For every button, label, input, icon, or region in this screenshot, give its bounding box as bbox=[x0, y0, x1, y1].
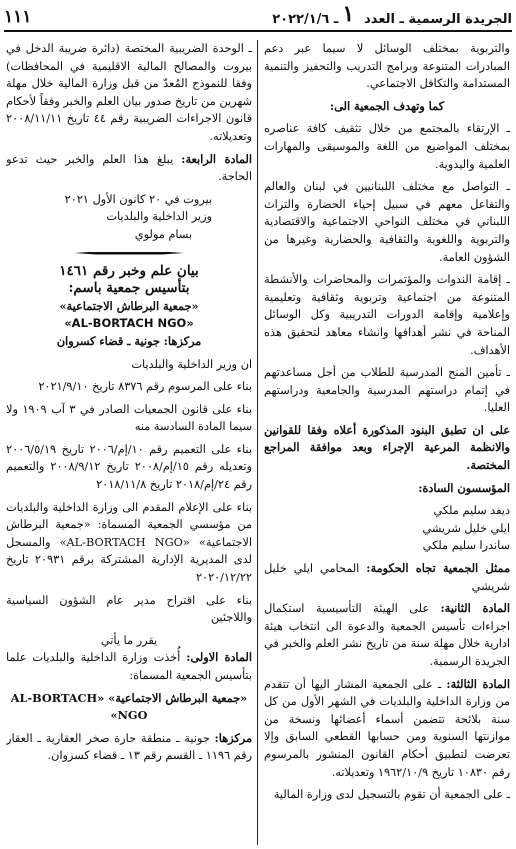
paragraph: ـ التواصل مع مختلف اللبنانيين في لبنان والعالم والتفاعل معهم في سبيل إحياء الحضارة والتراث اللبناني في مختلف النواحي الاجتماعية والاقتصادية والتربوية واللغوية والثقافية والحضارية وغيرها من الشؤون العامة. bbox=[264, 180, 510, 264]
column-divider bbox=[257, 40, 258, 845]
decision-line: يقرر ما يأتي bbox=[100, 633, 158, 647]
signature-place-date: بيروت في ٢٠ كانون الأول ٢٠٢١ bbox=[64, 192, 212, 206]
founder-name: ديفد سليم ملكي bbox=[433, 504, 510, 518]
signature-title: وزير الداخلية والبلديات bbox=[106, 210, 212, 224]
left-column bbox=[6, 40, 252, 845]
article-two bbox=[264, 600, 510, 670]
bold-paragraph: على ان تطبق البنود المذكورة أعلاه وفقا للقوانين والانظمة المرعية الإجراء وبعد موافقة المراجع المختصة. bbox=[264, 422, 510, 473]
founder-name: ساندرا سليم ملكي bbox=[422, 539, 510, 553]
founder-name: ايلي خليل شريشي bbox=[422, 521, 510, 535]
issue-date: ـ ٢٠٢٢/١/٦ bbox=[272, 12, 339, 27]
association-name-latin: «AL-BORTACH NGO» bbox=[64, 316, 194, 331]
article-text: ـ على الجمعية المشار اليها أن تتقدم من وزارة الداخلية والبلديات في الشهر الأول من كل سنة بلائحة تتضمن أسماء أعضائها ونسخة من موازنتها السنوية ومن حسابها القطعي السابق وإلا تعرضت لتطبيق أحكام القانون المنشور بالمرسوم رقم ١٠٨٣٠ تاريخ ١٩٦٢/١٠/٩ وتعديلاته. bbox=[264, 677, 510, 779]
paragraph: ـ إقامة الندوات والمؤتمرات والمحاضرات والأنشطة المتنوعة من اجتماعية وتربوية وثقافية وتعليمية وإعلامية وإقامة الدورات التدريبية وكل الوسائل المناحة في نشر أهدافها وانشاء معاهد لتحقيق هذه الأهداف. bbox=[264, 273, 510, 357]
issue-number: ١ bbox=[342, 1, 355, 27]
article-text: يبلغ هذا العلم والخبر حيث تدعو الحاجة. bbox=[6, 152, 252, 184]
representative-label: ممثل الجمعية تجاه الحكومة: bbox=[366, 561, 510, 576]
notice-subtitle: بتأسيس جمعية باسم: bbox=[68, 280, 190, 297]
right-column bbox=[264, 40, 510, 845]
paragraph: بناء على المرسوم رقم ٨٣٧٦ تاريخ ٢٠٢١/٩/١٠ bbox=[38, 380, 252, 394]
headquarters-text: جونية ـ منطقة حارة صخر العقارية ـ العقار رقم ١١٩٦ ـ القسم رقم ١٣ ـ قضاء كسروان. bbox=[6, 731, 252, 763]
article-label: المادة الثانية: bbox=[440, 601, 510, 616]
paragraph: والتربوية بمختلف الوسائل لا سيما عبر دعم المبادرات المتنوعة وبرامج التدريب والتحفيز والتنمية المستدامة والتكافل الاجتماعي. bbox=[264, 42, 510, 91]
signature-block bbox=[6, 191, 252, 244]
representative-name: المحامي ايلي خليل شريشي bbox=[264, 562, 510, 593]
article-label: المادة الثالثة: bbox=[446, 676, 510, 691]
headquarters-label: مركزها: bbox=[214, 730, 252, 745]
paragraph: ـ تأمين المنح المدرسية للطلاب من أجل مساعدتهم في إتمام دراستهم المدرسية والجامعية ودراستهم العليا. bbox=[264, 366, 510, 415]
article-label: المادة الرابعة: bbox=[181, 151, 252, 166]
header-title-group bbox=[272, 1, 512, 27]
paragraph: ـ الإرتقاء بالمجتمع من خلال تثقيف كافة عناصره بمختلف المواضيع من اللغة والموسيقى والمهارات العلمية واليدوية. bbox=[264, 122, 510, 171]
article-three bbox=[264, 676, 510, 782]
paragraph: بناء على قانون الجمعيات الصادر في ٣ آب ١٩٠٩ ولا سيما المادة السادسة منه bbox=[6, 402, 252, 434]
section-separator bbox=[74, 250, 184, 257]
gazette-title: الجريدة الرسمية ـ العدد bbox=[364, 12, 512, 27]
founders-heading: المؤسسون السادة: bbox=[418, 480, 510, 495]
signature-name: بسام مولوي bbox=[134, 227, 192, 241]
article-label: المادة الاولى: bbox=[186, 650, 252, 665]
notice-title: بيان علم وخبر رقم ١٤٦١ bbox=[59, 262, 199, 279]
article-text: على الهيئة التأسيسية استكمال اجراءات تأسيس الجمعية والدعوة الى انتخاب هيئة ادارية خلال مهلة سنة من تاريخ نشر العلم والخبر في الجريدة الرسمية. bbox=[264, 602, 510, 668]
association-name: «جمعية البرطاش الاجتماعية» bbox=[59, 298, 199, 313]
article-four bbox=[6, 151, 252, 186]
headquarters bbox=[6, 730, 252, 765]
article-text: أُخذت وزارة الداخلية والبلديات علما بتأسيس الجمعية المسماة: bbox=[6, 651, 252, 682]
section-heading: كما وتهدف الجمعية الى: bbox=[329, 98, 445, 113]
page-header bbox=[4, 2, 512, 32]
paragraph: بناء على اقتراح مدير عام الشؤون السياسية واللاجئين bbox=[6, 593, 252, 625]
article-one bbox=[6, 649, 252, 684]
paragraph: ـ على الجمعية أن تقوم بالتسجيل لدى وزارة المالية bbox=[273, 788, 510, 802]
page-number: ١١١ bbox=[4, 7, 32, 27]
paragraph: بناء على الإعلام المقدم الى وزارة الداخلية والبلديات من مؤسسي الجمعية المسماة: «جمعية البرطاش الاجتماعية» «AL-BORTACH NGO» والمسجل لدى المديرية الإدارية المشتركة برقم ٢٠٩٣١ تاريخ ٢٠٢٠/١٢/٢٢ bbox=[6, 500, 252, 585]
representative bbox=[264, 560, 510, 595]
paragraph: ان وزير الداخلية والبلديات bbox=[131, 357, 252, 371]
paragraph: ـ الوحدة الضريبية المختصة (دائرة ضريبة الدخل في بيروت والمصالح المالية الاقليمية في المحافظات) وفقا للنموذج المُعدّ من قبل وزارة المالية خلال مهلة شهرين من تاريخ صدور بيان العلم والخبر وفقاً لأحكام قانون الاجراءات الضريبية رقم ٤٤ تاريخ ٢٠٠٨/١١/١١ وتعديلاته. bbox=[6, 42, 252, 143]
association-location: مركزها: جونية ـ قضاء كسروان bbox=[56, 333, 202, 348]
association-name-bilingual: «جمعية البرطاش الاجتماعية» «AL-BORTACH NGO» bbox=[10, 690, 248, 723]
paragraph: بناء على التعميم رقم ١٠/إم/٢٠٠٦ تاريخ ٢٠٠٦/٥/١٩ وتعديله رقم ١٥/إم/٢٠٠٨ تاريخ ٢٠٠٨/٩/١٢ والتعميم رقم ٢٤/إم/٢٠١٨ تاريخ ٢٠١٨/١١/٨ bbox=[6, 442, 252, 492]
